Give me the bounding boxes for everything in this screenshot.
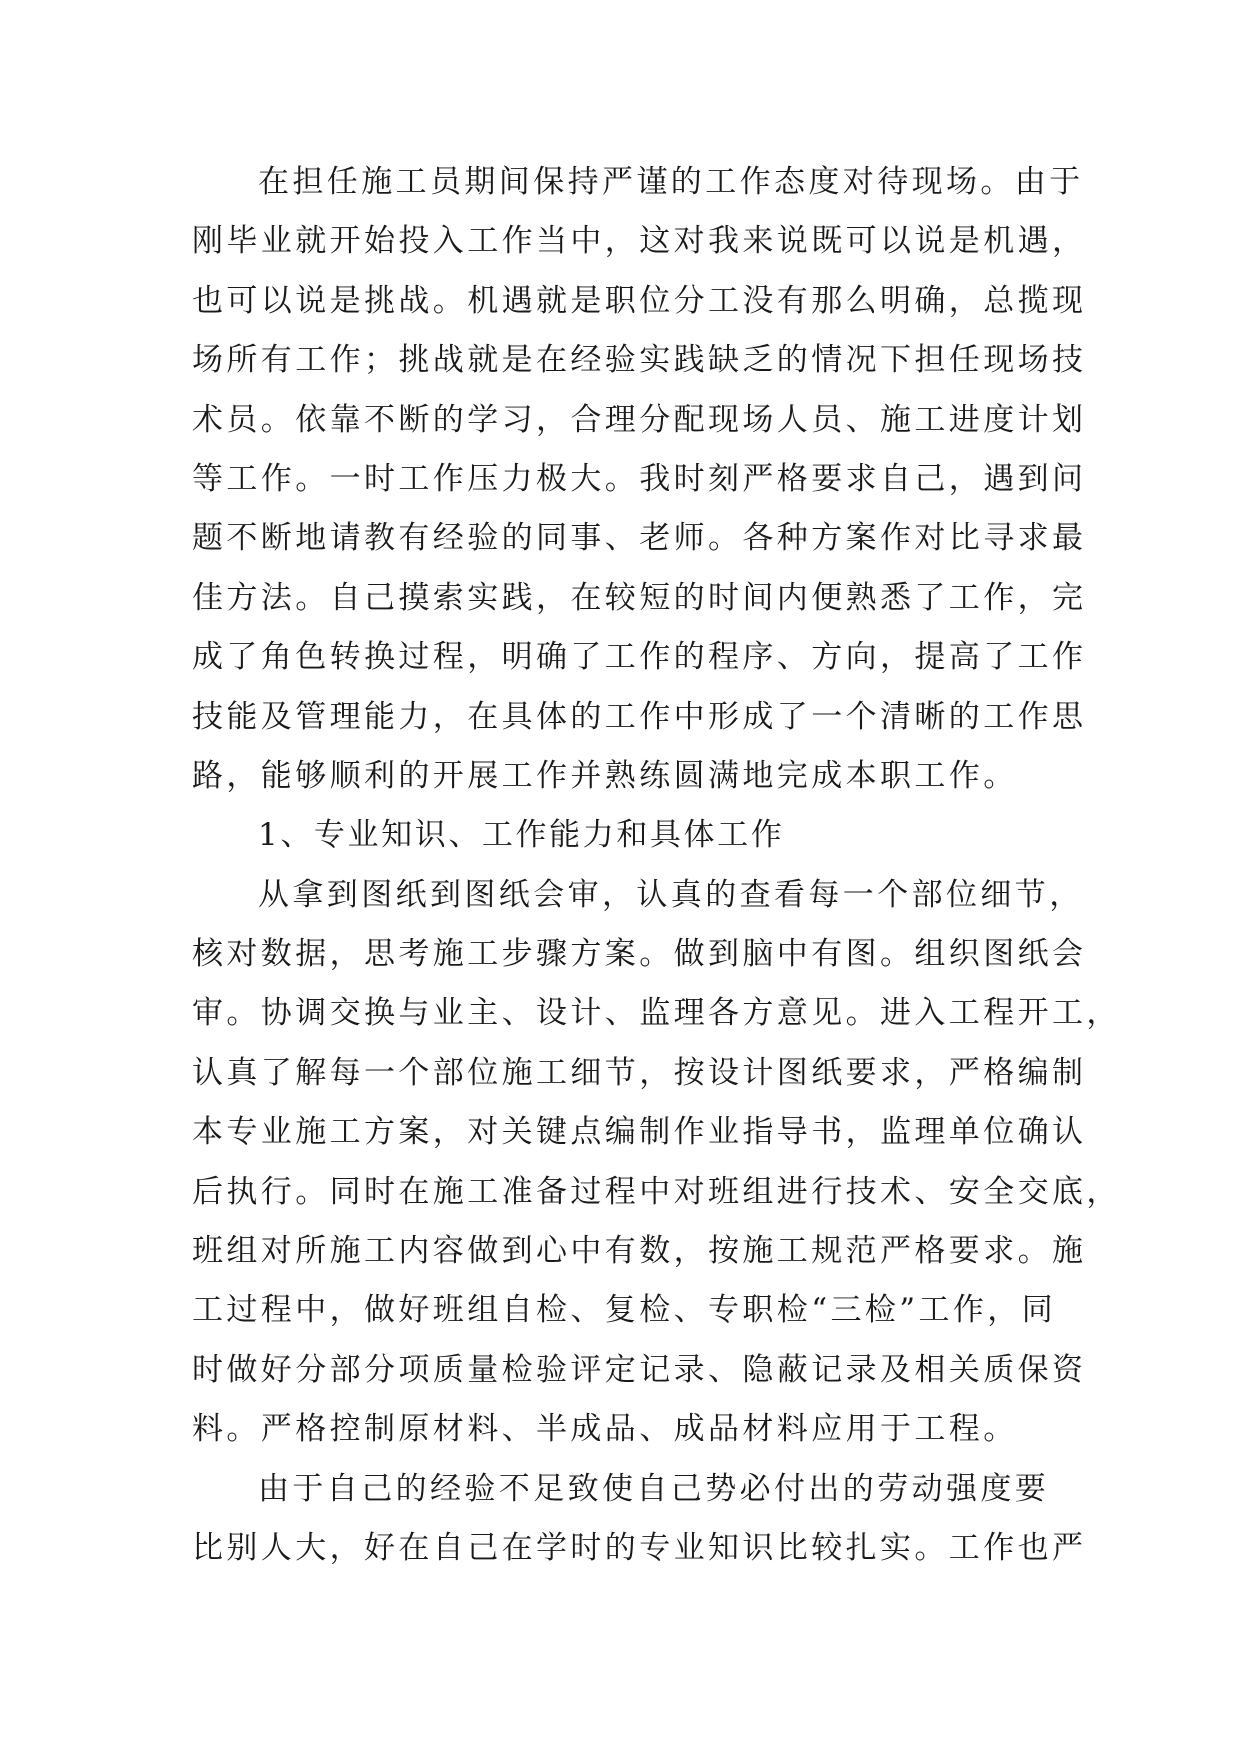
paragraph-1-line-11: 路，能够顺利的开展工作并熟练圆满地完成本职工作。 xyxy=(192,757,1018,794)
paragraph-2-line-2: 核对数据，思考施工步骤方案。做到脑中有图。组织图纸会 xyxy=(192,936,1087,973)
paragraph-1-line-4: 场所有工作；挑战就是在经验实践缺乏的情况下担任现场技 xyxy=(192,342,1087,379)
paragraph-2-line-5: 本专业施工方案，对关键点编制作业指导书，监理单位确认 xyxy=(192,1114,1087,1151)
paragraph-1-line-2: 刚毕业就开始投入工作当中，这对我来说既可以说是机遇， xyxy=(192,223,1087,260)
paragraph-1-line-7: 题不断地请教有经验的同事、老师。各种方案作对比寻求最 xyxy=(192,520,1087,557)
paragraph-2-line-10: 料。严格控制原材料、半成品、成品材料应用于工程。 xyxy=(192,1411,1018,1448)
body-text xyxy=(192,153,1121,1578)
paragraph-1-line-10: 技能及管理能力，在具体的工作中形成了一个清晰的工作思 xyxy=(192,698,1087,735)
paragraph-1-line-9: 成了角色转换过程，明确了工作的程序、方向，提高了工作 xyxy=(192,639,1087,676)
section-heading: 1、专业知识、工作能力和具体工作 xyxy=(258,817,785,854)
paragraph-2-line-1: 从拿到图纸到图纸会审，认真的查看每一个部位细节， xyxy=(258,876,1084,913)
paragraph-2-line-8: 工过程中，做好班组自检、复检、专职检“三检”工作，同 xyxy=(192,1292,1057,1329)
paragraph-1-line-5: 术员。依靠不断的学习，合理分配现场人员、施工进度计划 xyxy=(192,401,1087,438)
paragraph-2-line-6: 后执行。同时在施工准备过程中对班组进行技术、安全交底， xyxy=(192,1173,1121,1210)
paragraph-2-line-9: 时做好分部分项质量检验评定记录、隐蔽记录及相关质保资 xyxy=(192,1351,1087,1388)
paragraph-1-line-8: 佳方法。自己摸索实践，在较短的时间内便熟悉了工作，完 xyxy=(192,579,1087,616)
paragraph-3-line-1: 由于自己的经验不足致使自己势必付出的劳动强度要 xyxy=(258,1470,1050,1507)
paragraph-2-line-4: 认真了解每一个部位施工细节，按设计图纸要求，严格编制 xyxy=(192,1054,1087,1091)
paragraph-2-line-3: 审。协调交换与业主、设计、监理各方意见。进入工程开工， xyxy=(192,995,1121,1032)
paragraph-2-line-7: 班组对所施工内容做到心中有数，按施工规范严格要求。施 xyxy=(192,1233,1087,1270)
paragraph-3-line-2: 比别人大，好在自己在学时的专业知识比较扎实。工作也严 xyxy=(192,1529,1087,1566)
paragraph-1-line-6: 等工作。一时工作压力极大。我时刻严格要求自己，遇到问 xyxy=(192,460,1087,497)
paragraph-1-line-1: 在担任施工员期间保持严谨的工作态度对待现场。由于 xyxy=(258,164,1084,200)
paragraph-1-line-3: 也可以说是挑战。机遇就是职位分工没有那么明确，总揽现 xyxy=(192,282,1087,319)
